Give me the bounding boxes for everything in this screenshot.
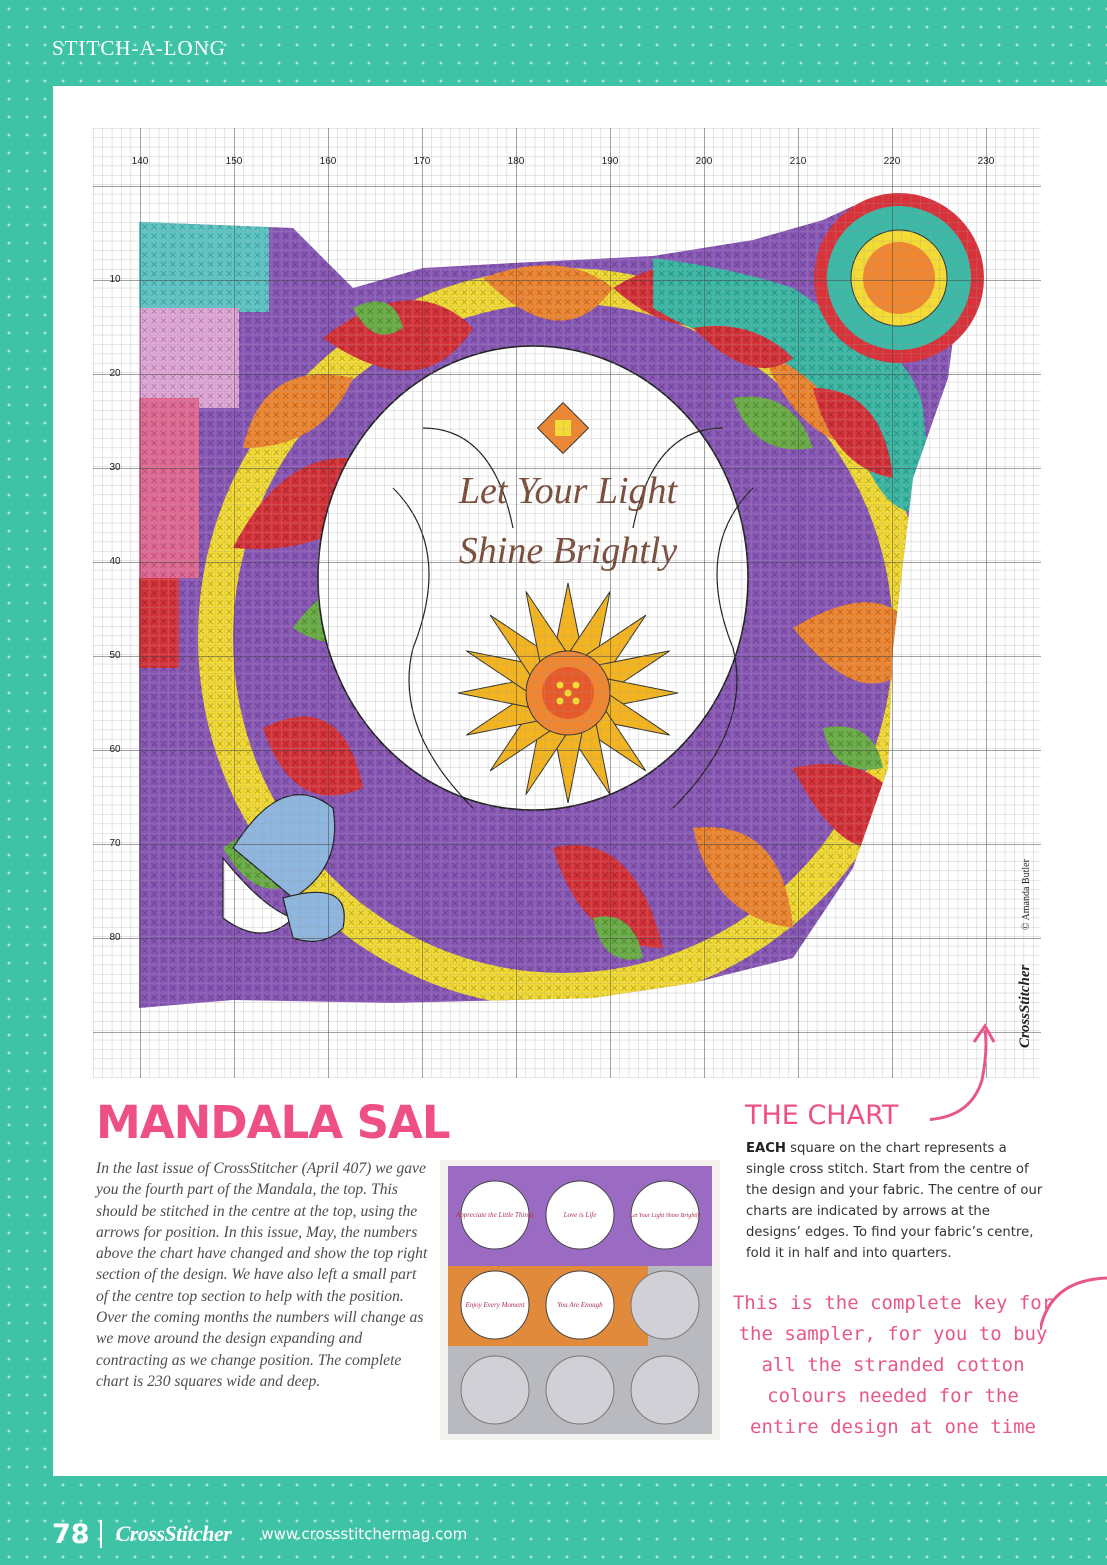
footer-divider [100,1520,102,1548]
thumb-circle [631,1356,699,1424]
thumb-label: Enjoy Every Moment [465,1301,525,1309]
credit-brand: CrossStitcher [1017,964,1033,1048]
key-note: This is the complete key for the sampler, for you to buy all the stranded cotton colours needed for the entire design at one time [732,1292,1054,1438]
page-footer [52,1514,467,1554]
thumb-circle [546,1356,614,1424]
col-num: 160 [319,156,337,167]
col-num: 180 [507,156,525,167]
thumb-label: Appreciate the Little Things [455,1211,535,1219]
col-num: 220 [883,156,901,167]
row-num: 60 [109,744,121,755]
thumb-circle [631,1271,699,1339]
col-num: 200 [695,156,713,167]
row-num: 40 [109,556,121,567]
col-num: 210 [789,156,807,167]
major-grid [93,128,1041,1078]
chart-info-heading: THE CHART [745,1100,899,1131]
page-number: 78 [52,1518,90,1550]
col-num: 170 [413,156,431,167]
curved-arrow-icon [930,1020,1050,1130]
thumb-label: Love is Life [563,1211,597,1219]
col-num: 150 [225,156,243,167]
row-num: 70 [109,838,121,849]
thumb-label: Let Your Light Shine Brightly [629,1213,701,1219]
chart-info-body [746,1138,1046,1264]
section-tag: STITCH-A-LONG [52,36,226,60]
sampler-thumbnail [440,1160,720,1440]
col-num: 190 [601,156,619,167]
article-title: MANDALA SAL [96,1096,450,1149]
chart-info-lead: EACH [746,1141,786,1156]
credit-author: © Amanda Butler [1021,859,1032,930]
thumb-circle [461,1356,529,1424]
cross-stitch-chart [93,128,1041,1078]
chart-svg [93,128,1041,1078]
footer-url[interactable]: www.crossstitchermag.com [261,1525,468,1543]
row-num: 20 [109,368,121,379]
row-num: 10 [109,274,121,285]
col-num: 230 [977,156,995,167]
row-num: 50 [109,650,121,661]
row-num: 30 [109,462,121,473]
row-num: 80 [109,932,121,943]
footer-brand: CrossStitcher [115,1521,232,1546]
thumbnail-svg [440,1160,720,1440]
thumb-label: You Are Enough [557,1301,603,1309]
article-intro: In the last issue of CrossStitcher (April 407) we gave you the fourth part of the Mandala, the top. This should be stitched in the centre at the top, using the arrows for position. In this issue, May, the numbers above the chart have changed and show the top right section of the design. We have also left a small part of the centre top section to help with the position. Over the coming months the numbers will change as we move around the design expanding and contracting as we change position. The complete chart is 230 squares wide and deep. [96,1160,428,1390]
col-num: 140 [131,156,149,167]
chart-info-text: square on the chart represents a single cross stitch. Start from the centre of the design and your fabric. The centre of our charts are indicated by arrows at the designs’ edges. To find your fabric’s centre, fold it in half and into quarters. [746,1141,1043,1261]
